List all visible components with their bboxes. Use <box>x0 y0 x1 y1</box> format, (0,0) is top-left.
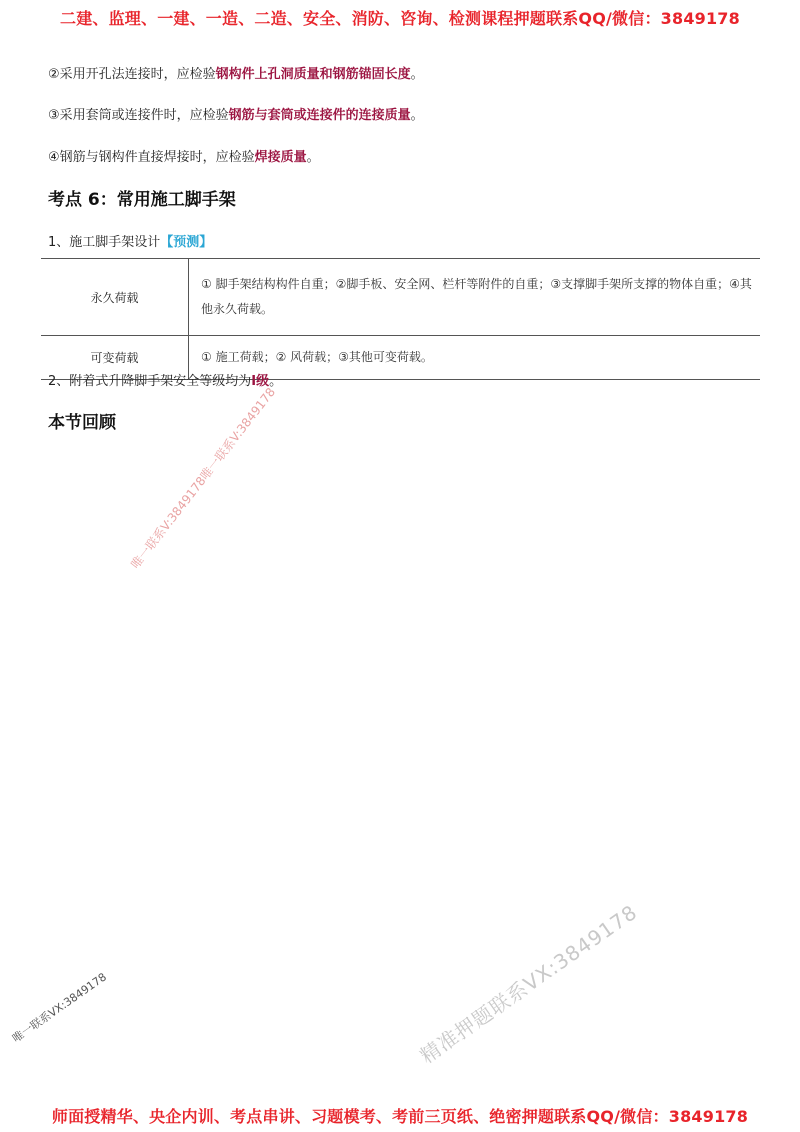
bottom-banner: 师面授精华、央企内训、考点串讲、习题模考、考前三页纸、绝密押题联系QQ/微信：3849178 <box>51 1107 749 1126</box>
safety-text: 2、附着式升降脚手架安全等级均为 <box>48 374 252 389</box>
safety-suffix: 。 <box>269 374 283 389</box>
item-paragraph-4 <box>48 146 320 165</box>
safety-highlight: Ⅰ级 <box>251 374 270 389</box>
safety-level-paragraph <box>48 370 282 389</box>
table-key-cell: 可变荷载 <box>41 336 189 380</box>
item-text: ③采用套筒或连接件时，应检验 <box>48 108 229 123</box>
item-text: ②采用开孔法连接时，应检验 <box>48 67 216 82</box>
watermark: 精准押题联系VX:3849178 <box>415 899 642 1069</box>
table-value-cell: ① 脚手架结构构件自重；②脚手板、安全网、栏杆等附件的自重；③支撑脚手架所支撑的物体自重；④其他永久荷载。 <box>189 259 761 336</box>
watermark: 唯一联系VX:3849178 <box>9 970 109 1046</box>
item-highlight: 钢筋与套筒或连接件的连接质量 <box>228 108 411 123</box>
table-value-cell: ① 施工荷载；② 风荷载；③其他可变荷载。 <box>189 336 761 380</box>
item-suffix: 。 <box>410 67 424 82</box>
item-suffix: 。 <box>410 108 424 123</box>
review-heading: 本节回顾 <box>48 413 116 433</box>
design-subheading <box>48 231 212 250</box>
top-banner: 二建、监理、一建、一造、二造、安全、消防、咨询、检测课程押题联系QQ/微信：3849178 <box>60 9 740 28</box>
section-heading: 考点 6：常用施工脚手架 <box>48 190 236 210</box>
item-paragraph-3 <box>48 104 424 123</box>
item-paragraph-2 <box>48 63 424 82</box>
item-suffix: 。 <box>306 150 320 165</box>
watermark: 唯一联系V:3849178唯一联系V:3849178 <box>128 385 279 572</box>
table-key-cell: 永久荷载 <box>41 259 189 336</box>
item-highlight: 焊接质量 <box>254 150 307 165</box>
item-text: ④钢筋与钢构件直接焊接时，应检验 <box>48 150 255 165</box>
load-table <box>41 258 760 380</box>
item-highlight: 钢构件上孔洞质量和钢筋锚固长度 <box>215 67 411 82</box>
table-row <box>41 259 760 336</box>
design-label: 1、施工脚手架设计 <box>48 235 161 250</box>
prediction-tag: 【预测】 <box>160 235 213 250</box>
